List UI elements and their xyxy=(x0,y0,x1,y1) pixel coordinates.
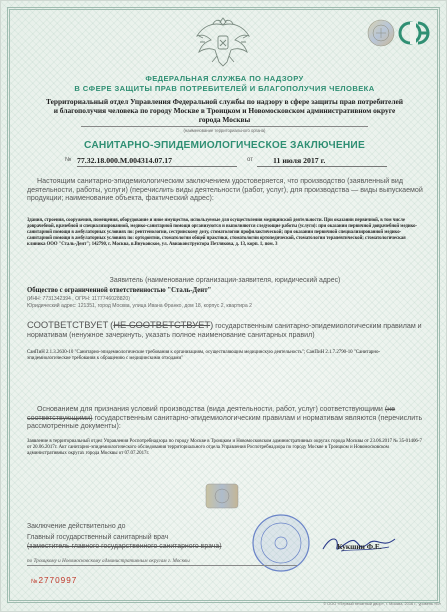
number-label: № xyxy=(65,157,72,163)
hologram-icon xyxy=(367,19,395,47)
territorial-caption: (наименование территориального органа) xyxy=(81,126,368,133)
certificate-date: 11 июля 2017 г. xyxy=(273,156,326,165)
se-logo-icon xyxy=(398,17,434,49)
hologram-sticker-icon xyxy=(205,483,239,509)
deputy-title-struck: (заместитель главного государственного санитарного врача) xyxy=(27,542,222,550)
basis-statement xyxy=(27,405,423,431)
serial-value: 2770997 xyxy=(38,576,78,585)
certificate-number: 77.32.18.000.М.004314.07.17 xyxy=(77,156,173,165)
applicant-caption: Заявитель (наименование организации-заявителя, юридический адрес) xyxy=(109,277,341,284)
agency-name xyxy=(31,74,418,94)
corresponds-word: СООТВЕТСТВУЕТ xyxy=(27,319,109,330)
certificate-number-line xyxy=(65,155,395,167)
chief-title: Главный государственный санитарный врач xyxy=(27,534,169,541)
not-corresponds-struck: НЕ СООТВЕТСТВУЕТ xyxy=(113,319,211,330)
serial-number xyxy=(31,576,151,585)
territorial-line1: Территориальный отдел Управления Федеральной службы по надзору в сфере защиты прав потребителей xyxy=(45,97,404,106)
date-underline xyxy=(257,166,387,167)
basis-struck: (не соответствующими) xyxy=(27,405,396,422)
chief-title-block xyxy=(27,534,297,551)
chief-department: по Троицкому и Новомосковскому административным округам г. Москвы xyxy=(27,558,297,566)
legal-address: Юридический адрес: 121351, город Москва, улица Ивана Франко, дом 18, корпус 2, квартира 2 xyxy=(27,303,252,309)
coat-of-arms-icon xyxy=(191,12,255,70)
printer-footer: © ООО «Первый печатный двор», г. Москва, 2016 г., уровень «Б» xyxy=(323,601,441,606)
territorial-line3: города Москвы xyxy=(198,115,251,124)
certificate-title: САНИТАРНО-ЭПИДЕМИОЛОГИЧЕСКОЕ ЗАКЛЮЧЕНИЕ xyxy=(84,140,365,151)
corresponds-rest: государственным санитарно-эпидемиологическим правилам и нормативам (ненужное зачеркнуть, указать полное наименование санитарных правил) xyxy=(27,322,422,339)
number-underline xyxy=(77,166,237,167)
preamble-text: Настоящим санитарно-эпидемиологическим заключением удостоверяется, что производство (заявленный вид деятельности, работы, услуги) (перечислить виды деятельности (работ, услуг), для производства — виды выпускаемой продукции; наименование объекта, фактический адрес): xyxy=(27,177,423,203)
serial-prefix: № xyxy=(31,579,39,585)
basis-start: Основанием для признания условий производства (вида деятельности, работ, услуг) соответствующими xyxy=(37,405,383,413)
territorial-line2: и благополучия человека по городу Москве в Троицком и Новомосковском административном округе xyxy=(53,106,396,115)
agency-line2: В СФЕРЕ ЗАЩИТЫ ПРАВ ПОТРЕБИТЕЛЕЙ И БЛАГОПОЛУЧИЯ ЧЕЛОВЕКА xyxy=(74,84,375,93)
inn-ogrn: (ИНН: 7731342394 , ОГРН: 1177746028820) xyxy=(27,296,130,302)
sanpin-text: СанПиН 2.1.3.2630-10 "Санитарно-эпидемиологические требования к организациям, осуществляющим медицинскую деятельность"; СанПиН 2.1.7.2790-10 "Санитарно-эпидемиологические требования к обращению с медицинскими отходами" xyxy=(27,350,381,361)
not-corresponds-open: ( xyxy=(110,319,114,330)
conformity-statement xyxy=(27,321,423,339)
not-corresponds-close: ) xyxy=(210,319,214,330)
chief-name: Кукшин Ф.Е. xyxy=(337,542,382,551)
organization-name: Общество с ограниченной ответственностью "Сталь-Дент" xyxy=(27,287,212,294)
subject-text: Здания, строения, сооружения, помещения, оборудование и иное имущество, используемые для осуществления медицинской деятельности. При оказании первичной, в том числе доврачебной, врачебной и специализированной, медико-санитарной помощи организуются и выполняются следующие работы (услуги): при оказании первичной доврачебной медико-санитарной помощи в амбулаторных условиях по: рентгенологии, сестринскому делу, стоматологии профилактической; при оказании первичной специализированной медико-санитарной помощи в амбулаторных условиях по: ортодонтии, стоматологии общей практики, стоматологии ортопедической, стоматологии терапевтической; стоматологическая клиника ООО "Сталь-Дент"; 142790, г. Москва, п.Внуковское, ул. Авиаконструктора Петлякова, д. 13, корп. 1, пом. 3 xyxy=(27,218,418,248)
territorial-body xyxy=(27,97,422,124)
agency-line1: ФЕДЕРАЛЬНАЯ СЛУЖБА ПО НАДЗОРУ xyxy=(145,74,304,83)
validity-label: Заключение действительно до xyxy=(27,523,126,530)
basis-end: государственным санитарно-эпидемиологическим правилам и нормативам являются (перечислить рассмотренные документы): xyxy=(27,413,423,431)
basis-documents: Заявление в территориальный отдел Управления Роспотребнадзора по городу Москве в Троицком и Новомосковском административных округах города Москвы от 23.06.2017 № 35-01406-7 от 20.06.2017г. Акт санитарно-эпидемиологического обследования территориального отдела Управления Роспотребнадзора по городу Москве в Троицком и Новомосковском административных округах города Москвы от 07.07.2017г. xyxy=(27,439,422,456)
date-label: от xyxy=(247,157,253,163)
